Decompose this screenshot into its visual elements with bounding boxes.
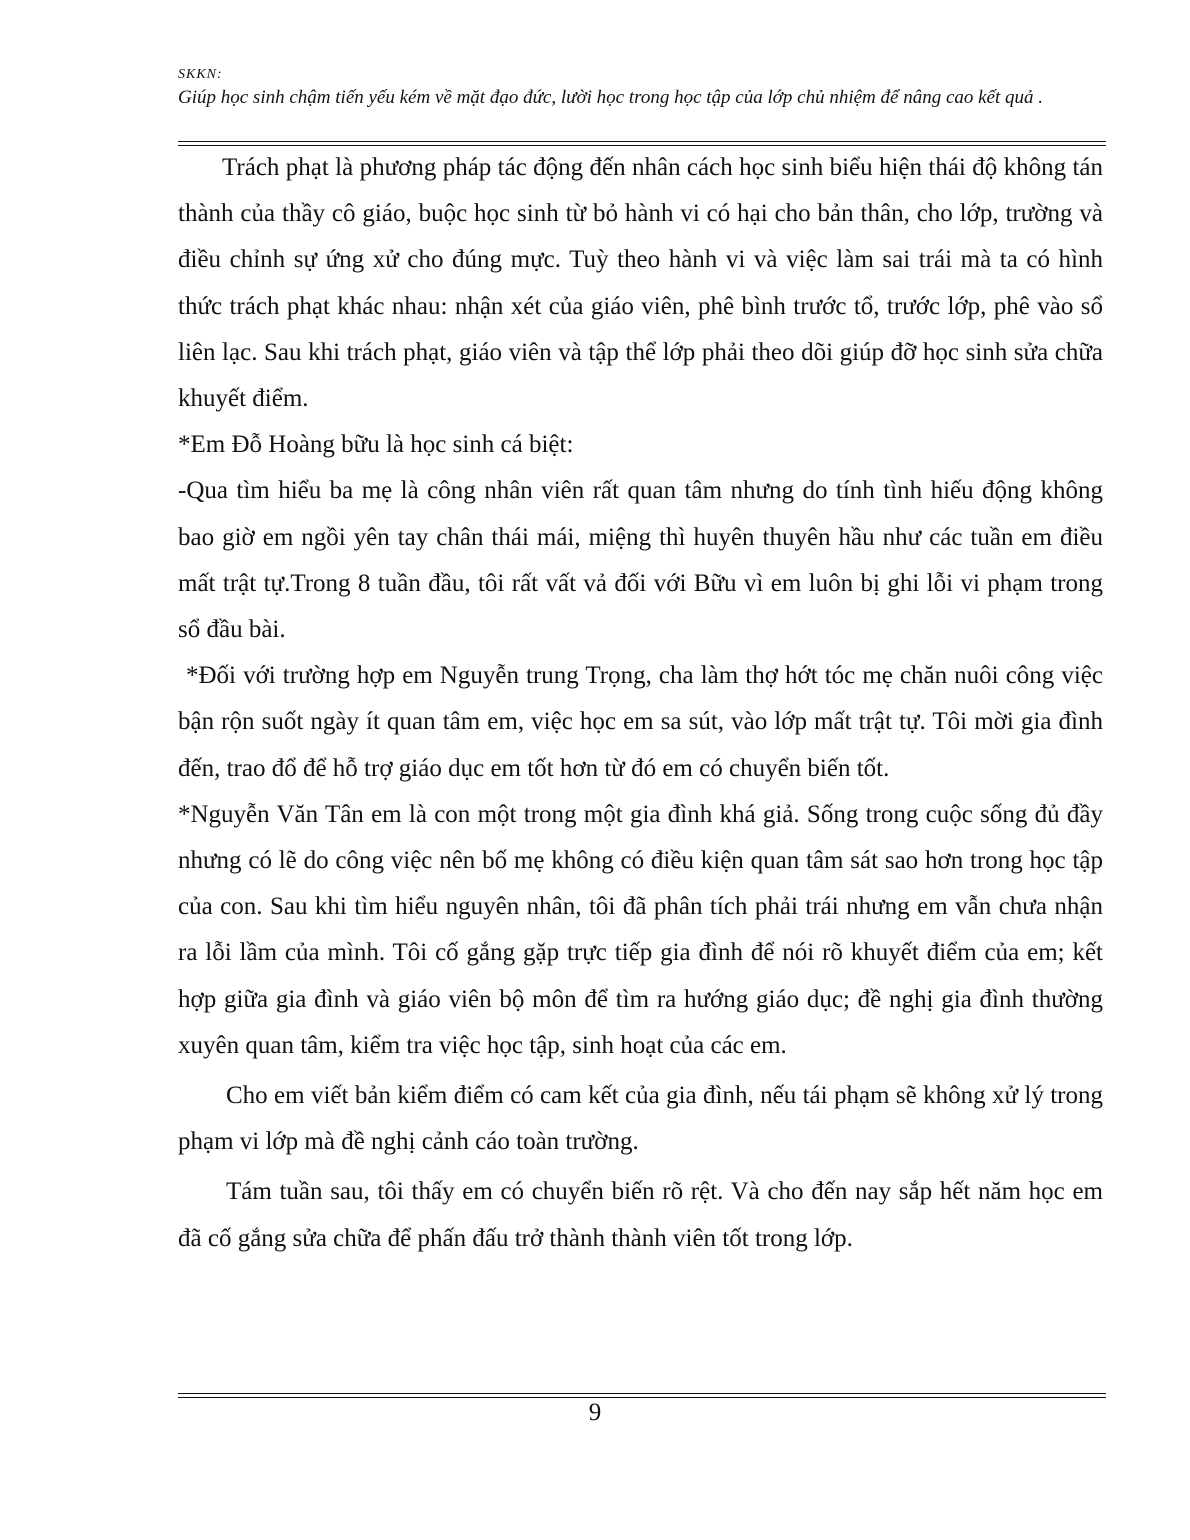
paragraph-result: Tám tuần sau, tôi thấy em có chuyển biến rõ rệt. Và cho đến nay sắp hết năm học em đã cố gắng sửa chữa để phấn đấu trở thành thành viên tốt trong lớp. xyxy=(178,1178,1103,1252)
page-number: 9 xyxy=(588,1399,602,1426)
header-tag: SKKN: xyxy=(178,67,223,82)
header-title: Giúp học sinh chậm tiến yếu kém về mặt đạo đức, lười học trong học tập của lớp chủ nhiệm để nâng cao kết quả . xyxy=(178,87,1044,108)
paragraph-punishment-method: Trách phạt là phương pháp tác động đến nhân cách học sinh biểu hiện thái độ không tán thành của thầy cô giáo, buộc học sinh từ bỏ hành vi có hại cho bản thân, cho lớp, trường và điều chỉnh sự ứng xử cho đúng mực. Tuỳ theo hành vi và việc làm sai trái mà ta có hình thức trách phạt khác nhau: nhận xét của giáo viên, phê bình trước tổ, trước lớp, phê vào sổ liên lạc. Sau khi trách phạt, giáo viên và tập thể lớp phải theo dõi giúp đỡ học sinh sửa chữa khuyết điểm. xyxy=(178,154,1103,413)
paragraph-student-tan: *Nguyễn Văn Tân em là con một trong một gia đình khá giả. Sống trong cuộc sống đủ đầy nhưng có lẽ do công việc nên bố mẹ không có điều kiện quan tâm sát sao hơn trong học tập của con. Sau khi tìm hiểu nguyên nhân, tôi đã phân tích phải trái nhưng em vẫn chưa nhận ra lỗi lầm của mình. Tôi cố gắng gặp trực tiếp gia đình để nói rõ khuyết điểm của em; kết hợp giữa gia đình và giáo viên bộ môn để tìm ra hướng giáo dục; đề nghị gia đình thường xuyên quan tâm, kiểm tra việc học tập, sinh hoạt của các em. xyxy=(178,800,1103,1059)
paragraph-student-buu-detail: -Qua tìm hiểu ba mẹ là công nhân viên rất quan tâm nhưng do tính tình hiếu động không bao giờ em ngồi yên tay chân thái mái, miệng thì huyên thuyên hầu như các tuần em điều mất trật tự.Trong 8 tuần đầu, tôi rất vất vả đối với Bữu vì em luôn bị ghi lỗi vi phạm trong sổ đầu bài. xyxy=(178,477,1103,644)
paragraph-self-criticism: Cho em viết bản kiểm điểm có cam kết của gia đình, nếu tái phạm sẽ không xử lý trong phạm vi lớp mà đề nghị cảnh cáo toàn trường. xyxy=(178,1082,1103,1156)
document-body xyxy=(178,145,1103,1262)
paragraph-student-trong: *Đối với trường hợp em Nguyễn trung Trọng, cha làm thợ hớt tóc mẹ chăn nuôi công việc bận rộn suốt ngày ít quan tâm em, việc học em sa sút, vào lớp mất trật tự. Tôi mời gia đình đến, trao đổ để hỗ trợ giáo dục em tốt hơn từ đó em có chuyển biến tốt. xyxy=(178,662,1103,782)
paragraph-student-buu-heading: *Em Đỗ Hoàng bữu là học sinh cá biệt: xyxy=(178,431,574,459)
page-header xyxy=(178,66,1108,110)
